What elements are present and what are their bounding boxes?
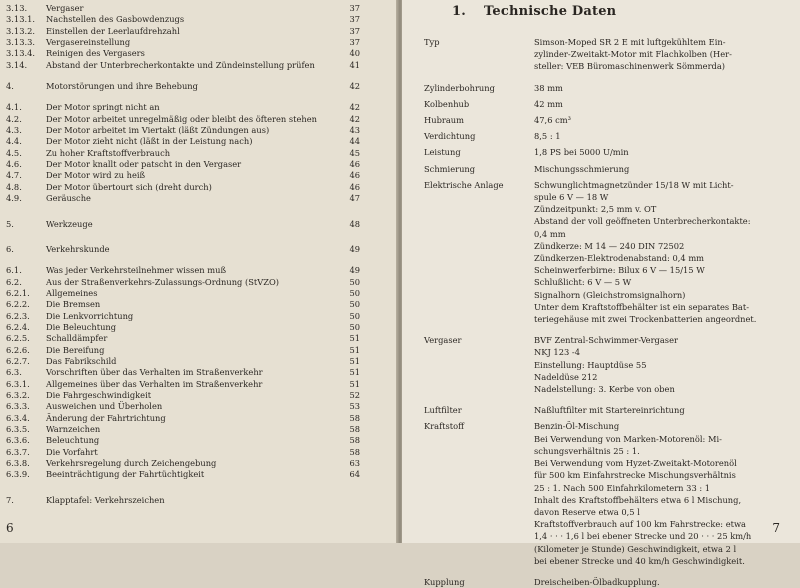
toc-title: Die Bremsen <box>46 299 101 310</box>
toc-entry <box>6 390 360 401</box>
spec-line: 8,5 : 1 <box>534 131 561 142</box>
toc-entry <box>6 401 360 412</box>
toc-number: 6.2.1. <box>6 287 30 298</box>
toc-title: Beeinträchtigung der Fahrtüchtigkeit <box>46 469 205 480</box>
right-page <box>402 0 800 587</box>
toc-title: Änderung der Fahrtrichtung <box>46 412 166 423</box>
spec-label: Elektrische Anlage <box>424 179 504 190</box>
toc-entry <box>6 26 360 37</box>
toc-entry <box>6 125 360 136</box>
toc-number: 4.6. <box>6 159 22 170</box>
spec-line: (Kilometer je Stunde) Geschwindigkeit, etwa 2 l <box>534 543 737 554</box>
spec-line: davon Reserve etwa 0,5 l <box>534 506 640 517</box>
toc-entry <box>6 244 360 255</box>
toc-title: Ausweichen und Überholen <box>46 401 163 412</box>
toc-page: 64 <box>349 469 360 480</box>
toc-number: 6.3. <box>6 367 22 378</box>
toc-title: Die Fahrgeschwindigkeit <box>46 389 152 400</box>
spec-value <box>534 179 796 325</box>
toc-title: Die Bereifung <box>46 344 105 355</box>
toc-page: 46 <box>349 181 360 192</box>
toc-entry <box>6 37 360 48</box>
spec-value <box>534 130 796 142</box>
toc-page: 51 <box>349 344 360 355</box>
toc-number: 7. <box>6 494 14 505</box>
toc-title: Geräusche <box>46 193 91 204</box>
spec-value <box>534 146 796 158</box>
spec-line: 25 : 1. Nach 500 Einfahrkilometern 33 : 1 <box>534 482 711 493</box>
spec-value <box>534 163 796 175</box>
toc-number: 6.2.3. <box>6 310 30 321</box>
left-page <box>0 0 398 543</box>
spec-line: 38 mm <box>534 82 563 93</box>
table-of-contents <box>6 3 360 506</box>
spec-label: Zylinderbohrung <box>424 82 495 93</box>
toc-page: 43 <box>349 125 360 136</box>
toc-page: 40 <box>349 48 360 59</box>
spec-label: Luftfilter <box>424 405 462 416</box>
toc-number: 6.3.8. <box>6 458 30 469</box>
toc-title: Das Fabrikschild <box>46 355 117 366</box>
toc-page: 37 <box>349 3 360 13</box>
spec-row-hub <box>424 98 796 110</box>
spec-value <box>534 404 796 416</box>
toc-entry <box>6 114 360 125</box>
toc-title: Verkehrskunde <box>46 243 110 254</box>
spec-line: Mischungsschmierung <box>534 163 630 174</box>
toc-entry <box>6 277 360 288</box>
toc-number: 3.13.3. <box>6 37 36 48</box>
spec-line: 1,4 · · · 1,6 l bei ebener Strecke und 20 · · · 25 km/h <box>534 531 752 542</box>
toc-page: 50 <box>349 299 360 310</box>
spec-line: Naßluftfilter mit Startereinrichtung <box>534 405 685 416</box>
spec-line: 1,8 PS bei 5000 U/min <box>534 147 629 158</box>
toc-page: 58 <box>349 446 360 457</box>
spec-line: Simson-Moped SR 2 E mit luftgekühltem Ein- <box>534 37 726 47</box>
toc-entry <box>6 159 360 170</box>
toc-number: 6.3.1. <box>6 378 30 389</box>
spec-line: Bei Verwendung von Marken-Motorenöl: Mi- <box>534 433 722 444</box>
toc-page: 50 <box>349 287 360 298</box>
toc-number: 6.2.5. <box>6 333 30 344</box>
spec-label: Hubraum <box>424 115 465 126</box>
toc-title: Der Motor übertourt sich (dreht durch) <box>46 181 212 192</box>
toc-page: 51 <box>349 378 360 389</box>
toc-entry <box>6 322 360 333</box>
toc-entry <box>6 356 360 367</box>
toc-entry <box>6 379 360 390</box>
toc-title: Vergaser <box>46 3 84 13</box>
toc-page: 49 <box>349 243 360 254</box>
toc-title: Der Motor zieht nicht (läßt in der Leistung nach) <box>46 136 253 147</box>
toc-number: 4.9. <box>6 193 22 204</box>
section-title: Technische Daten <box>484 4 617 19</box>
toc-title: Aus der Straßenverkehrs-Zulassungs-Ordnung (StVZO) <box>46 276 280 287</box>
toc-title: Vergasereinstellung <box>46 37 131 48</box>
spec-line: Einstellung: Hauptdüse 55 <box>534 359 647 370</box>
toc-number: 6.2.2. <box>6 299 30 310</box>
toc-number: 6. <box>6 243 14 254</box>
toc-page: 63 <box>349 458 360 469</box>
spec-value <box>534 334 796 395</box>
toc-page: 51 <box>349 333 360 344</box>
toc-number: 6.2.6. <box>6 344 30 355</box>
spec-line: Scheinwerferbirne: Bilux 6 V — 15/15 W <box>534 265 705 276</box>
toc-number: 4.5. <box>6 147 22 158</box>
toc-number: 6.1. <box>6 265 22 276</box>
toc-number: 3.13. <box>6 3 28 13</box>
spec-row-verdichtung <box>424 130 796 142</box>
toc-title: Der Motor springt nicht an <box>46 102 160 113</box>
toc-entry <box>6 333 360 344</box>
toc-page: 42 <box>349 102 360 113</box>
spec-value <box>534 82 796 94</box>
toc-entry <box>6 60 360 71</box>
toc-page: 58 <box>349 424 360 434</box>
toc-page: 45 <box>349 147 360 158</box>
toc-number: 4.4. <box>6 136 22 147</box>
page-number: 6 <box>6 521 14 535</box>
toc-title: Der Motor arbeitet unregelmäßig oder bleibt des öfteren stehen <box>46 113 318 124</box>
toc-title: Einstellen der Leerlaufdrehzahl <box>46 25 180 36</box>
toc-title: Die Vorfahrt <box>46 446 98 457</box>
spec-row-schmierung <box>424 163 796 175</box>
toc-title: Beleuchtung <box>46 435 100 446</box>
toc-page: 53 <box>349 401 360 412</box>
toc-number: 6.3.2. <box>6 389 30 400</box>
spec-line: Unter dem Kraftstoffbehälter ist ein separates Bat- <box>534 301 750 312</box>
toc-number: 4. <box>6 81 14 92</box>
toc-number: 6.2.4. <box>6 321 30 332</box>
toc-page: 58 <box>349 412 360 423</box>
toc-number: 3.13.1. <box>6 14 36 25</box>
toc-page: 46 <box>349 159 360 170</box>
page-title <box>452 4 616 19</box>
toc-entry <box>6 435 360 446</box>
toc-page: 37 <box>349 37 360 48</box>
section-number: 1. <box>452 4 466 19</box>
toc-title: Reinigen des Vergasers <box>46 48 145 59</box>
spec-value <box>534 420 796 566</box>
toc-title: Klapptafel: Verkehrszeichen <box>46 494 165 505</box>
toc-entry <box>6 102 360 113</box>
toc-page: 51 <box>349 367 360 378</box>
toc-entry <box>6 288 360 299</box>
toc-number: 4.7. <box>6 170 22 181</box>
toc-page: 44 <box>349 136 360 147</box>
toc-page: 37 <box>349 14 360 25</box>
spec-row-typ <box>424 36 796 73</box>
toc-title: Warnzeichen <box>46 424 101 434</box>
toc-title: Allgemeines <box>46 287 98 298</box>
toc-page: 48 <box>349 218 360 229</box>
spec-line: für 500 km Einfahrstrecke Mischungsverhältnis <box>534 470 736 481</box>
spec-line: zylinder-Zweitakt-Motor mit Flachkolben (Her- <box>534 49 732 60</box>
toc-entry <box>6 148 360 159</box>
spec-row-vergaser <box>424 334 796 395</box>
toc-page: 58 <box>349 435 360 446</box>
page-number: 7 <box>772 521 780 535</box>
toc-entry <box>6 299 360 310</box>
toc-title: Die Lenkvorrichtung <box>46 310 134 321</box>
toc-entry <box>6 170 360 181</box>
spec-line: schungsverhältnis 25 : 1. <box>534 445 640 456</box>
toc-entry <box>6 413 360 424</box>
toc-entry <box>6 14 360 25</box>
toc-page: 47 <box>349 193 360 204</box>
spec-line: Bei Verwendung vom Hyzet-Zweitakt-Motorenöl <box>534 458 737 469</box>
toc-page: 49 <box>349 265 360 276</box>
spec-line: 42 mm <box>534 98 563 109</box>
toc-page: 42 <box>349 113 360 124</box>
spec-label: Leistung <box>424 147 461 158</box>
toc-entry <box>6 3 360 14</box>
toc-number: 5. <box>6 218 14 229</box>
toc-page: 52 <box>349 389 360 400</box>
toc-title: Schalldämpfer <box>46 333 108 344</box>
spec-value <box>534 36 796 73</box>
spec-label: Typ <box>424 37 440 47</box>
spec-line: Abstand der voll geöffneten Unterbrecherkontakte: <box>534 216 751 227</box>
spec-line: 47,6 cm³ <box>534 115 571 126</box>
toc-number: 6.3.6. <box>6 435 30 446</box>
spec-label: Kolbenhub <box>424 98 470 109</box>
toc-title: Der Motor knallt oder patscht in den Vergaser <box>46 159 242 170</box>
spec-label: Vergaser <box>424 335 462 346</box>
spec-line: BVF Zentral-Schwimmer-Vergaser <box>534 335 678 346</box>
toc-page: 50 <box>349 321 360 332</box>
toc-entry <box>6 81 360 92</box>
spec-row-kupplung <box>424 576 796 588</box>
toc-entry <box>6 136 360 147</box>
spec-row-kraftstoff <box>424 420 796 566</box>
spec-line: Signalhorn (Gleichstromsignalhorn) <box>534 289 686 300</box>
toc-entry <box>6 424 360 435</box>
toc-entry <box>6 48 360 59</box>
toc-number: 6.3.4. <box>6 412 30 423</box>
toc-title: Allgemeines über das Verhalten im Straßenverkehr <box>46 378 263 389</box>
spec-line: Schlußlicht: 6 V — 5 W <box>534 277 632 288</box>
spec-line: spule 6 V — 18 W <box>534 192 609 203</box>
toc-page: 42 <box>349 81 360 92</box>
toc-title: Motorstörungen und ihre Behebung <box>46 81 198 92</box>
spec-row-elektrik <box>424 179 796 325</box>
toc-entry <box>6 345 360 356</box>
toc-title: Die Beleuchtung <box>46 321 117 332</box>
spec-line: steller: VEB Büromaschinenwerk Sömmerda) <box>534 61 726 72</box>
toc-entry <box>6 193 360 204</box>
spec-line: Benzin-Öl-Mischung <box>534 421 620 432</box>
toc-page: 41 <box>349 59 360 70</box>
toc-page: 51 <box>349 355 360 366</box>
spec-line: bei ebener Strecke und 40 km/h Geschwindigkeit. <box>534 555 745 566</box>
toc-number: 6.3.5. <box>6 424 30 434</box>
spec-line: NKJ 123 -4 <box>534 347 580 358</box>
spec-row-luftfilter <box>424 404 796 416</box>
spec-line: Nadeldüse 212 <box>534 371 598 382</box>
toc-number: 3.13.4. <box>6 48 36 59</box>
toc-title: Abstand der Unterbrecherkontakte und Zündeinstellung prüfen <box>46 59 315 70</box>
spec-label: Schmierung <box>424 163 476 174</box>
toc-title: Werkzeuge <box>46 218 93 229</box>
spec-value <box>534 98 796 110</box>
spec-label: Verdichtung <box>424 131 476 142</box>
toc-entry <box>6 469 360 480</box>
toc-number: 4.3. <box>6 125 22 136</box>
toc-entry <box>6 458 360 469</box>
spec-row-bohrung <box>424 82 796 94</box>
spec-value <box>534 576 796 588</box>
toc-number: 6.2.7. <box>6 355 30 366</box>
toc-title: Zu hoher Kraftstoffverbrauch <box>46 147 171 158</box>
spec-row-leistung <box>424 146 796 158</box>
toc-entry <box>6 495 360 506</box>
toc-entry <box>6 219 360 230</box>
toc-title: Der Motor wird zu heiß <box>46 170 146 181</box>
toc-page: 50 <box>349 276 360 287</box>
toc-number: 3.13.2. <box>6 25 36 36</box>
toc-title: Nachstellen des Gasbowdenzugs <box>46 14 185 25</box>
spec-line: Zündkerzen-Elektrodenabstand: 0,4 mm <box>534 253 705 264</box>
toc-number: 6.2. <box>6 276 22 287</box>
spec-label: Kraftstoff <box>424 421 464 432</box>
toc-entry <box>6 182 360 193</box>
spec-value <box>534 114 796 126</box>
toc-entry <box>6 311 360 322</box>
toc-entry <box>6 367 360 378</box>
spec-line: Dreischeiben-Ölbadkupplung. <box>534 576 660 587</box>
toc-number: 4.8. <box>6 181 22 192</box>
toc-number: 4.1. <box>6 102 22 113</box>
spec-label: Kupplung <box>424 576 465 587</box>
toc-page: 37 <box>349 25 360 36</box>
spec-line: 0,4 mm <box>534 228 566 239</box>
toc-number: 6.3.3. <box>6 401 30 412</box>
spec-table <box>424 36 796 588</box>
toc-title: Verkehrsregelung durch Zeichengebung <box>46 458 217 469</box>
toc-entry <box>6 447 360 458</box>
toc-title: Was jeder Verkehrsteilnehmer wissen muß <box>46 265 227 276</box>
toc-title: Vorschriften über das Verhalten im Straßenverkehr <box>46 367 263 378</box>
spec-line: Kraftstoffverbrauch auf 100 km Fahrstrecke: etwa <box>534 519 746 530</box>
spec-line: Zündkerze: M 14 — 240 DIN 72502 <box>534 240 685 251</box>
spec-line: Zündzeitpunkt: 2,5 mm v. OT <box>534 204 657 215</box>
toc-number: 6.3.9. <box>6 469 30 480</box>
spec-line: Inhalt des Kraftstoffbehälters etwa 6 l Mischung, <box>534 494 742 505</box>
toc-number: 6.3.7. <box>6 446 30 457</box>
toc-entry <box>6 265 360 276</box>
spec-row-hubraum <box>424 114 796 126</box>
toc-number: 4.2. <box>6 113 22 124</box>
toc-number: 3.14. <box>6 59 28 70</box>
toc-page: 50 <box>349 310 360 321</box>
toc-page: 46 <box>349 170 360 181</box>
spec-line: Schwunglichtmagnetzünder 15/18 W mit Licht- <box>534 179 734 190</box>
spec-line: teriegehäuse mit zwei Trockenbatterien angeordnet. <box>534 314 757 325</box>
toc-title: Der Motor arbeitet im Viertakt (läßt Zündungen aus) <box>46 125 270 136</box>
spec-line: Nadelstellung: 3. Kerbe von oben <box>534 384 675 395</box>
